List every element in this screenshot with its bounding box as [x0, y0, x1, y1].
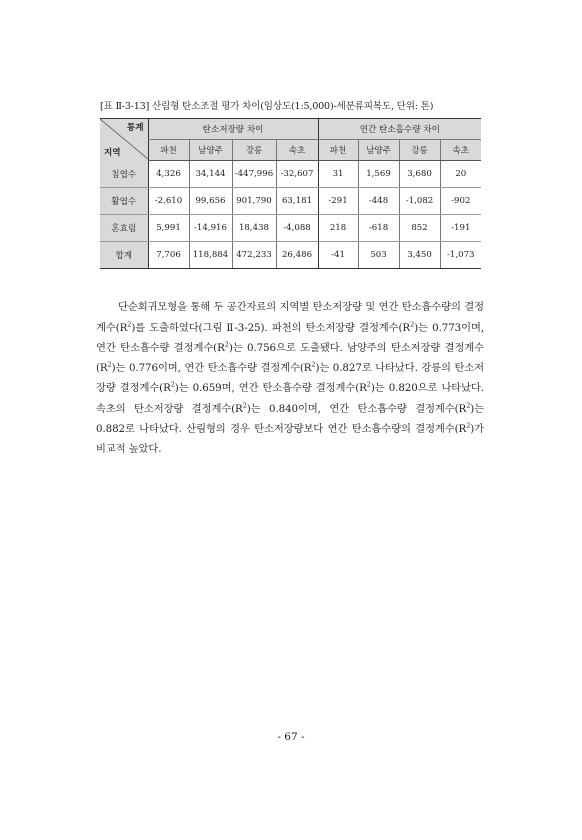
- group-header-storage: 탄소저장량 차이: [148, 119, 318, 140]
- paragraph-text: )는 0.882로 나타났다. 산림형의 경우 탄소저장량보다 연간 탄소흡수량의 결정계수(R: [96, 402, 484, 436]
- subheader: 남양주: [358, 140, 399, 161]
- subheader: 파천: [148, 140, 189, 161]
- subheader: 속초: [276, 140, 318, 161]
- table-row-total: [100, 242, 481, 269]
- table-cell: 852: [399, 215, 440, 242]
- paragraph-text: )는 0.659며, 연간 탄소흡수량 결정계수(R: [174, 382, 367, 395]
- table-cell: 63,181: [276, 188, 318, 215]
- table-cell: -448: [358, 188, 399, 215]
- corner-stat-label: 통계: [126, 123, 144, 133]
- subheader: 파천: [318, 140, 358, 161]
- table-row: [100, 161, 481, 188]
- row-label: 합계: [100, 242, 148, 269]
- table-cell: -447,996: [232, 161, 276, 188]
- table-cell: -2,610: [148, 188, 189, 215]
- paragraph-text: )는 0.756으로 도출됐다. 남양주의 탄소저장량 결정계수(R: [96, 341, 484, 375]
- table-cell: 472,233: [232, 242, 276, 269]
- table-cell: 118,884: [189, 242, 232, 269]
- paragraph-text: )가 비교적 높았다.: [96, 423, 484, 456]
- table-cell: 901,790: [232, 188, 276, 215]
- subheader: 남양주: [189, 140, 232, 161]
- subheader: 속초: [440, 140, 481, 161]
- page-number: - 67 -: [277, 731, 305, 743]
- paragraph-text: )는 0.840이며, 연간 탄소흡수량 결정계수(R: [246, 402, 467, 415]
- superscript: 2: [170, 381, 175, 390]
- superscript: 2: [410, 320, 415, 329]
- table-cell: -191: [440, 215, 481, 242]
- paragraph-text: 단순회귀모형을 통해 두 공간자료의 지역별 탄소저장량 및 연간 탄소흡수량의 결정계수(R: [96, 301, 484, 334]
- paragraph-text: )는 0.773이며, 연간 탄소흡수량 결정계수(R: [96, 321, 484, 354]
- row-label: 침엽수: [100, 161, 148, 188]
- table-cell: 99,656: [189, 188, 232, 215]
- row-label: 활엽수: [100, 188, 148, 215]
- paragraph-text: )는 0.820으로 나타났다. 속초의 탄소저장량 결정계수(R: [96, 382, 485, 415]
- table-row: [100, 188, 481, 215]
- table-cell: -32,607: [276, 161, 318, 188]
- superscript: 2: [107, 360, 112, 369]
- subheader: 강릉: [232, 140, 276, 161]
- table-cell: -618: [358, 215, 399, 242]
- table-cell: -4,088: [276, 215, 318, 242]
- superscript: 2: [311, 360, 316, 369]
- superscript: 2: [466, 401, 471, 410]
- table-cell: -1,073: [440, 242, 481, 269]
- superscript: 2: [127, 320, 132, 329]
- table-cell: 18,438: [232, 215, 276, 242]
- table-cell: -902: [440, 188, 481, 215]
- paragraph-text: )를 도출하였다(그림 Ⅱ-3-25). 파천의 탄소저장량 결정계수(R: [131, 321, 411, 334]
- carbon-difference-table: [100, 118, 481, 269]
- table-cell: -14,916: [189, 215, 232, 242]
- table-cell: -41: [318, 242, 358, 269]
- paragraph-text: )는 0.776이며, 연간 탄소흡수량 결정계수(R: [111, 362, 312, 375]
- table-caption: [표 Ⅱ-3-13] 산림형 탄소조절 평가 차이(임상도(1:5,000)-세분류피복도, 단위: 톤): [100, 101, 434, 112]
- table-row: [100, 215, 481, 242]
- paragraph-text: )는 0.827로 나타났다. 강릉의 탄소저장량 결정계수(R: [96, 362, 484, 395]
- row-label: 혼효림: [100, 215, 148, 242]
- table-cell: -291: [318, 188, 358, 215]
- table-cell: 3,450: [399, 242, 440, 269]
- table-cell: 20: [440, 161, 481, 188]
- table-cell: 5,991: [148, 215, 189, 242]
- subheader: 강릉: [399, 140, 440, 161]
- table-corner-cell: [100, 119, 148, 161]
- body-paragraph: [96, 297, 484, 459]
- table-cell: 503: [358, 242, 399, 269]
- superscript: 2: [466, 421, 471, 430]
- superscript: 2: [242, 401, 247, 410]
- group-header-absorption: 연간 탄소흡수량 차이: [318, 119, 481, 140]
- superscript: 2: [224, 340, 229, 349]
- table-cell: 7,706: [148, 242, 189, 269]
- table-cell: 31: [318, 161, 358, 188]
- table-cell: 218: [318, 215, 358, 242]
- table-cell: 34,144: [189, 161, 232, 188]
- table-cell: 4,326: [148, 161, 189, 188]
- table-cell: 26,486: [276, 242, 318, 269]
- superscript: 2: [366, 381, 371, 390]
- corner-region-label: 지역: [104, 147, 121, 158]
- table-cell: 3,680: [399, 161, 440, 188]
- table-cell: 1,569: [358, 161, 399, 188]
- table-cell: -1,082: [399, 188, 440, 215]
